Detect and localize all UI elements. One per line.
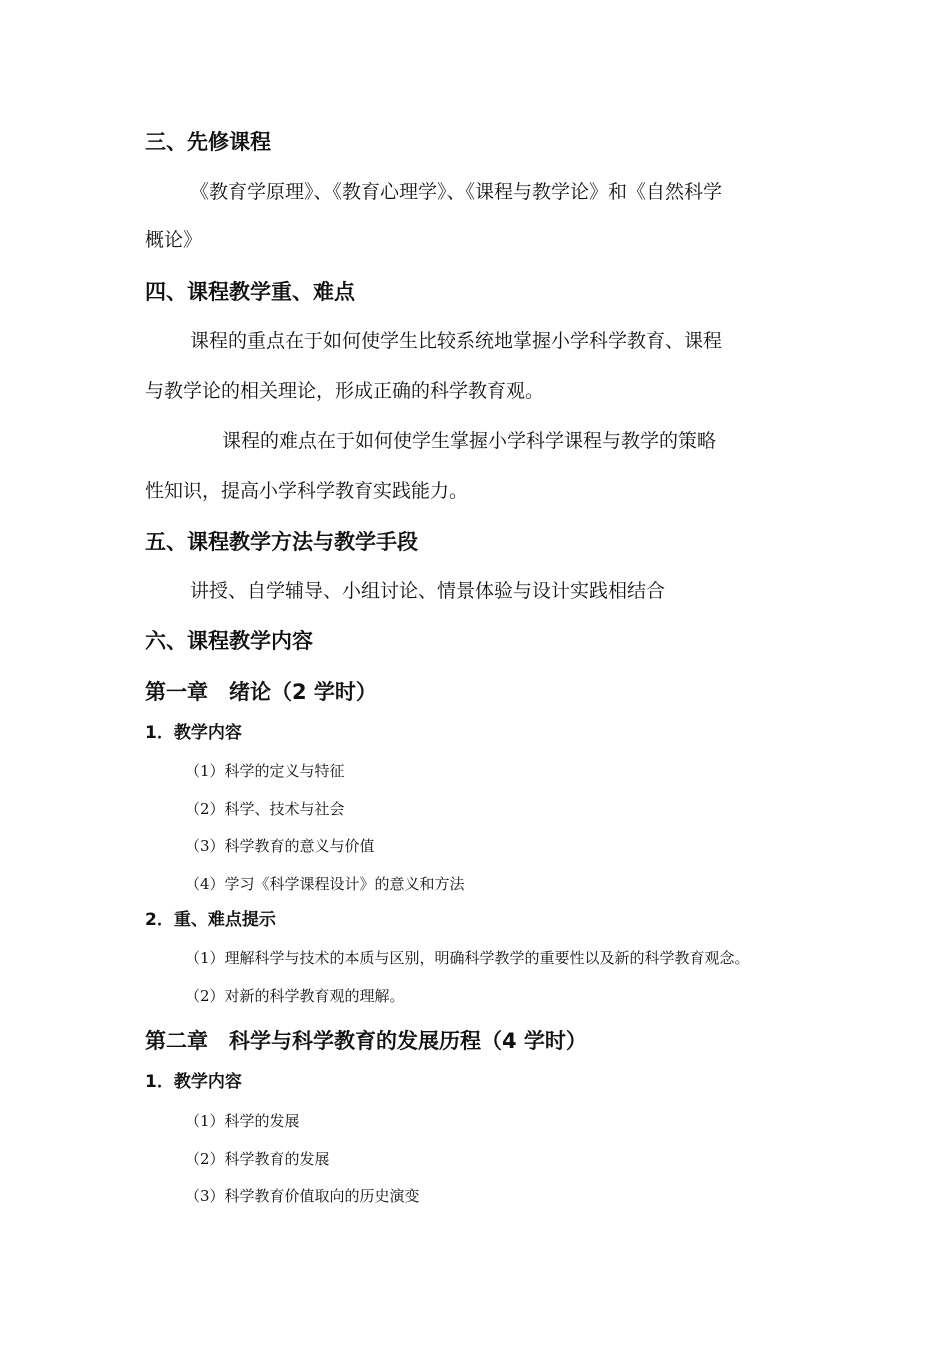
section-heading-content: 六、课程教学内容 [145,629,313,653]
section-heading-methods: 五、课程教学方法与教学手段 [145,530,418,554]
section-heading-key-points: 四、课程教学重、难点 [145,280,355,304]
chapter-2-content-heading: 1．教学内容 [145,1072,242,1092]
chapter-2-title: 第二章 科学与科学教育的发展历程（4 学时） [145,1029,587,1053]
chapter-1-title: 第一章 绪论（2 学时） [145,680,377,704]
key-points-paragraph-2-line-2: 性知识，提高小学科学教育实践能力。 [145,480,469,502]
chapter-1-content-item: （3）科学教育的意义与价值 [185,837,375,855]
chapter-2-content-item: （2）科学教育的发展 [185,1150,330,1168]
chapter-1-content-item: （2）科学、技术与社会 [185,800,345,818]
prerequisites-line-2: 概论》 [145,229,203,251]
chapter-1-key-item: （1）理解科学与技术的本质与区别，明确科学教学的重要性以及新的科学教育观念。 [185,949,750,967]
section-heading-prerequisites: 三、先修课程 [145,130,271,154]
chapter-1-content-item: （4）学习《科学课程设计》的意义和方法 [185,875,465,893]
key-points-paragraph-2-line-1: 课程的难点在于如何使学生掌握小学科学课程与教学的策略 [222,430,717,452]
methods-line-1: 讲授、自学辅导、小组讨论、情景体验与设计实践相结合 [190,580,666,602]
key-points-paragraph-1-line-1: 课程的重点在于如何使学生比较系统地掌握小学科学教育、课程 [190,330,723,352]
chapter-1-key-item: （2）对新的科学教育观的理解。 [185,987,405,1005]
chapter-1-content-heading: 1．教学内容 [145,723,242,743]
prerequisites-line-1: 《教育学原理》、《教育心理学》、《课程与教学论》和《自然科学 [190,181,723,203]
chapter-1-key-heading: 2．重、难点提示 [145,910,276,930]
chapter-2-content-item: （1）科学的发展 [185,1112,300,1130]
chapter-1-content-item: （1）科学的定义与特征 [185,762,345,780]
key-points-paragraph-1-line-2: 与教学论的相关理论，形成正确的科学教育观。 [145,380,545,402]
chapter-2-content-item: （3）科学教育价值取向的历史演变 [185,1187,420,1205]
